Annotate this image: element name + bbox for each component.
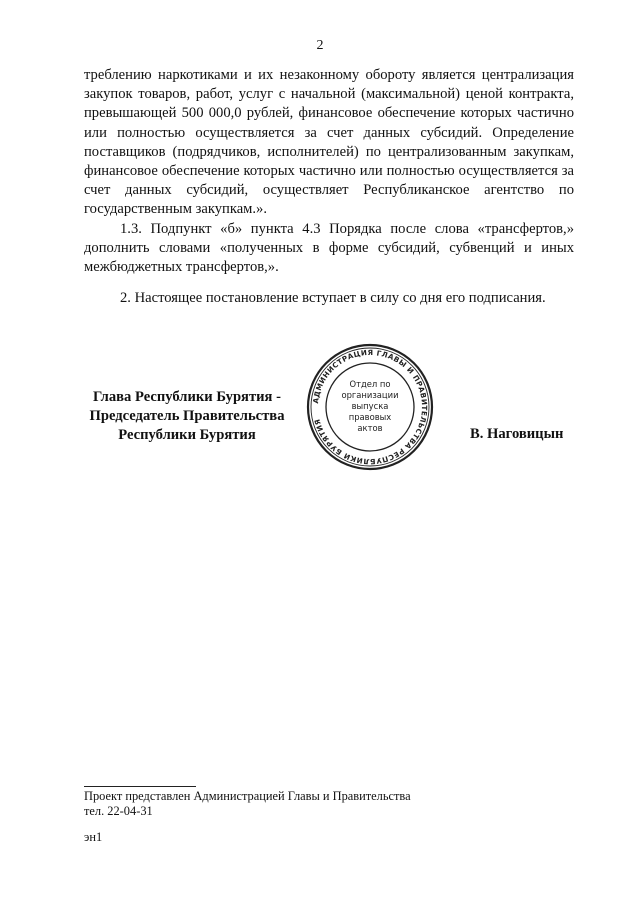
seal-inner-line: актов	[357, 423, 383, 433]
body-paragraph-1: треблению наркотиками и их незаконному обороту является централизация закупок товаров, работ, услуг с начальной (максимальной) ценой контракта, превышающей 500 000,0 рублей, финансовое обеспечение которых частично или полностью осуществляется за счет данных субсидий. Определение поставщиков (подрядчиков, исполнителей) по централизованным закупкам, финансовое обеспечение которых частично или полностью осуществляется за счет данных субсидий, осуществляет Республиканское агентство по государственным закупкам.».	[84, 67, 574, 218]
footnote-line: Проект представлен Администрацией Главы и Правительства	[84, 789, 411, 803]
footnote-phone: тел. 22-04-31	[84, 803, 153, 818]
seal-ring-text: АДМИНИСТРАЦИЯ ГЛАВЫ И ПРАВИТЕЛЬСТВА РЕСПУБЛИКИ БУРЯТИЯ	[311, 347, 430, 467]
seal-inner-line: Отдел по	[349, 379, 391, 389]
document-code: эн1	[84, 830, 103, 844]
document-body	[84, 66, 574, 308]
body-paragraph-3: 2. Настоящее постановление вступает в силу со дня его подписания.	[120, 290, 546, 307]
seal-inner-line: правовых	[348, 412, 392, 422]
body-paragraph-2: 1.3. Подпункт «б» пункта 4.3 Порядка после слова «трансфертов,» дополнить словами «полученных в форме субсидий, субвенций и иных межбюджетных трансфертов,».	[84, 220, 574, 276]
signer-title-line: Глава Республики Бурятия -	[93, 389, 281, 405]
seal-inner-line: выпуска	[351, 401, 389, 411]
footnote	[84, 789, 411, 818]
signer-name: В. Наговицын	[470, 426, 564, 442]
page-number: 2	[316, 38, 324, 53]
seal-inner-line: организации	[341, 390, 399, 400]
signer-title-line: Республики Бурятия	[118, 427, 256, 443]
signer-title	[84, 388, 290, 445]
footnote-divider	[84, 786, 196, 787]
signer-title-line: Председатель Правительства	[89, 408, 285, 424]
official-seal-stamp	[305, 342, 435, 472]
